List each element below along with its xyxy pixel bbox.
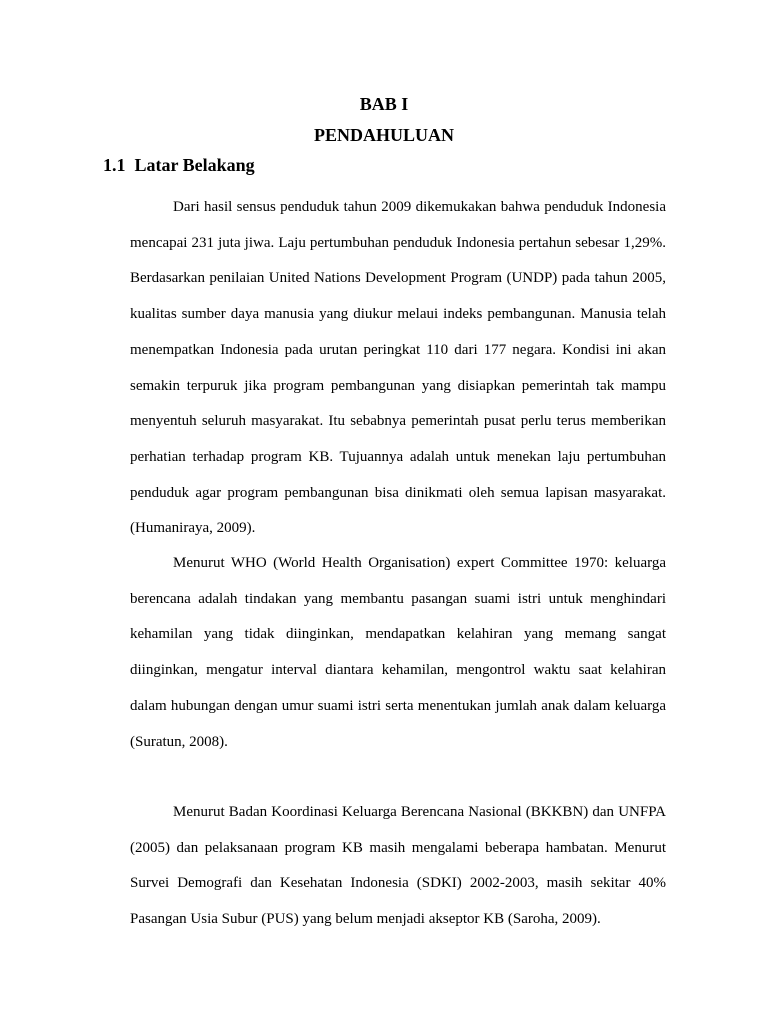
paragraph-1: Dari hasil sensus penduduk tahun 2009 dikemukakan bahwa penduduk Indonesia mencapai 231 juta jiwa. Laju pertumbuhan penduduk Indonesia pertahun sebesar 1,29%. Berdasarkan penilaian United Nations Development Program (UNDP) pada tahun 2005, kualitas sumber daya manusia yang diukur melaui indeks pembangunan. Manusia telah menempatkan Indonesia pada urutan peringkat 110 dari 177 negara. Kondisi ini akan semakin terpuruk jika program pembangunan yang disiapkan pemerintah tak mampu menyentuh seluruh masyarakat. Itu sebabnya pemerintah pusat perlu terus memberikan perhatian terhadap program KB. Tujuannya adalah untuk menekan laju pertumbuhan penduduk agar program pembangunan bisa dinikmati oleh semua lapisan masyarakat. (Humaniraya, 2009). [130, 199, 666, 537]
chapter-number: BAB I [359, 94, 409, 114]
paragraph-3: Menurut Badan Koordinasi Keluarga Berencana Nasional (BKKBN) dan UNFPA (2005) dan pelaksanaan program KB masih mengalami beberapa hambatan. Menurut Survei Demografi dan Kesehatan Indonesia (SDKI) 2002-2003, masih sekitar 40% Pasangan Usia Subur (PUS) yang belum menjadi akseptor KB (Saroha, 2009). [130, 804, 666, 928]
chapter-title: PENDAHULUAN [313, 125, 454, 145]
section-title: 1.1 Latar Belakang [103, 155, 255, 175]
paragraph-2: Menurut WHO (World Health Organisation) expert Committee 1970: keluarga berencana adalah tindakan yang membantu pasangan suami istri untuk menghindari kehamilan yang tidak diinginkan, mendapatkan kelahiran yang memang sangat diinginkan, mengatur interval diantara kehamilan, mengontrol waktu saat kelahiran dalam hubungan dengan umur suami istri serta menentukan jumlah anak dalam keluarga (Suratun, 2008). [130, 555, 666, 750]
